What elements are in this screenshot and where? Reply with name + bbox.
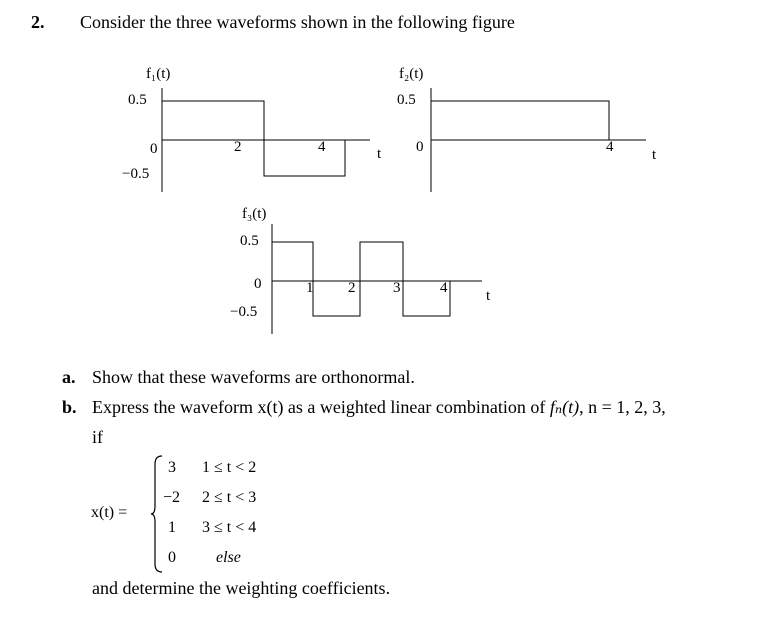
f1-xtick-4: 4 [318,139,326,155]
problem-number: 2. [31,12,45,32]
part-b-basis-fn: fₙ(t) [549,397,580,417]
problem-intro: Consider the three waveforms shown in the following figure [80,12,515,32]
f3-y-top: 0.5 [240,233,259,249]
part-b-text [92,397,666,418]
f3-xtick-4: 4 [440,280,448,296]
piecewise-lhs: x(t) = [91,504,128,521]
piecewise-row-4-condition: else [216,549,241,566]
part-b-if: if [92,427,103,447]
closing-text: and determine the weighting coefficients. [92,578,391,598]
f1-xtick-2: 2 [234,139,242,155]
f3-y-bottom: −0.5 [230,304,258,320]
f1-label: f₁(t) [146,66,171,82]
piecewise-row-1-condition: 1 ≤ t < 2 [202,459,257,476]
f2-label: f₂(t) [399,66,424,82]
f1-x-axis-label: t [377,146,382,162]
piecewise-row-1-value: 3 [168,459,176,476]
f1-y-top: 0.5 [128,92,147,108]
f3-waveform [272,242,450,316]
piecewise-row-4-value: 0 [168,549,176,566]
f3-label: f₃(t) [242,206,267,222]
f1-y-zero: 0 [150,141,158,157]
f2-y-zero: 0 [416,139,424,155]
f3-x-axis-label: t [486,288,491,304]
part-b-text-after: , n = 1, 2, 3, [579,397,666,417]
f1-y-bottom: −0.5 [122,166,150,182]
part-a-text: Show that these waveforms are orthonormal. [92,367,415,387]
f2-y-top: 0.5 [397,92,416,108]
f2-waveform [431,101,609,140]
f2-xtick-4: 4 [606,139,614,155]
piecewise-row-3-condition: 3 ≤ t < 4 [202,519,257,536]
f2-x-axis-label: t [652,147,657,163]
piecewise-brace [150,454,164,574]
piecewise-row-2-value: −2 [163,489,181,506]
piecewise-row-3-value: 1 [168,519,176,536]
part-b-text-before: Express the waveform x(t) as a weighted linear combination of [92,397,546,417]
part-a-marker: a. [62,367,76,387]
piecewise-row-2-condition: 2 ≤ t < 3 [202,489,257,506]
f3-xtick-2: 2 [348,280,356,296]
f3-xtick-3: 3 [393,280,401,296]
f3-xtick-1: 1 [306,280,314,296]
f3-y-zero: 0 [254,276,262,292]
part-b-marker: b. [62,397,77,417]
